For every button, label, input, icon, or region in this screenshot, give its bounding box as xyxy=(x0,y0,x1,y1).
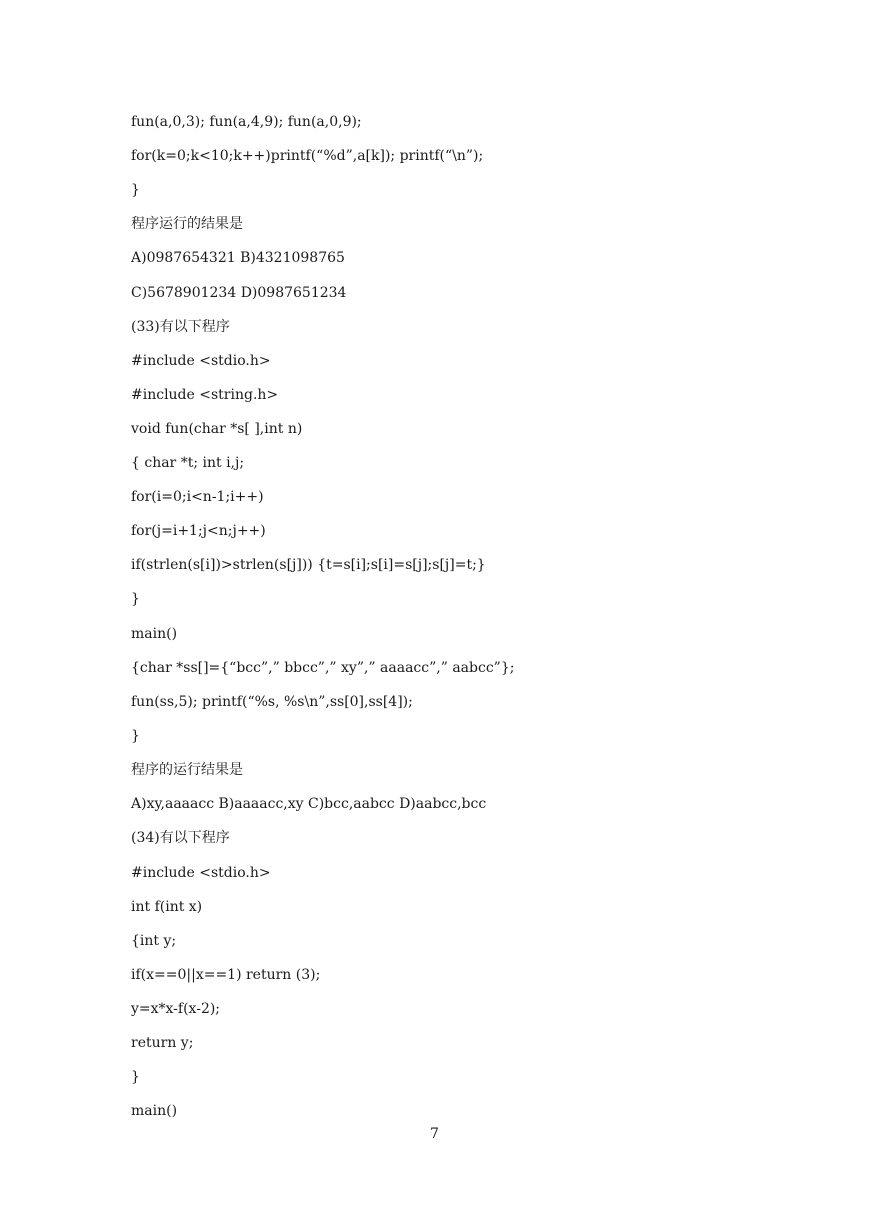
code-line-11: } xyxy=(131,591,140,607)
code-line-2: for(k=0;k<10;k++)printf(“%d”,a[k]); printf(“\n”); xyxy=(131,148,484,164)
code-line-7: { char *t; int i,j; xyxy=(131,455,245,471)
code-line-9: for(j=i+1;j<n;j++) xyxy=(131,523,266,539)
code-line-14: fun(ss,5); printf(“%s, %s\n”,ss[0],ss[4]); xyxy=(131,694,413,710)
code-line-5: #include <string.h> xyxy=(131,387,279,403)
code-line-21: return y; xyxy=(131,1035,194,1051)
options-33: A)xy,aaaacc B)aaaacc,xy C)bcc,aabcc D)aabcc,bcc xyxy=(131,796,487,812)
page-number: 7 xyxy=(430,1126,439,1142)
code-line-1: fun(a,0,3); fun(a,4,9); fun(a,0,9); xyxy=(131,114,362,130)
question-header-34: (34)有以下程序 xyxy=(131,830,230,846)
code-line-6: void fun(char *s[ ],int n) xyxy=(131,421,303,437)
code-line-22: } xyxy=(131,1069,140,1085)
question-prompt-33: 程序的运行结果是 xyxy=(131,762,243,778)
code-line-10: if(strlen(s[i])>strlen(s[j])) {t=s[i];s[i]=s[j];s[j]=t;} xyxy=(131,557,486,573)
code-line-3: } xyxy=(131,182,140,198)
code-line-16: #include <stdio.h> xyxy=(131,865,271,881)
code-line-13: {char *ss[]={“bcc”,” bbcc”,” xy”,” aaaacc”,” aabcc”}; xyxy=(131,660,515,676)
code-line-19: if(x==0||x==1) return (3); xyxy=(131,967,321,983)
question-header-33: (33)有以下程序 xyxy=(131,319,230,335)
code-line-17: int f(int x) xyxy=(131,899,203,915)
code-line-15: } xyxy=(131,728,140,744)
code-line-23: main() xyxy=(131,1103,178,1119)
code-line-12: main() xyxy=(131,626,178,642)
code-line-20: y=x*x-f(x-2); xyxy=(131,1001,221,1017)
options-32-ab: A)0987654321 B)4321098765 xyxy=(131,250,345,266)
code-line-8: for(i=0;i<n-1;i++) xyxy=(131,489,264,505)
options-32-cd: C)5678901234 D)0987651234 xyxy=(131,285,347,301)
code-line-4: #include <stdio.h> xyxy=(131,353,271,369)
question-prompt-32: 程序运行的结果是 xyxy=(131,216,243,232)
code-line-18: {int y; xyxy=(131,933,177,949)
